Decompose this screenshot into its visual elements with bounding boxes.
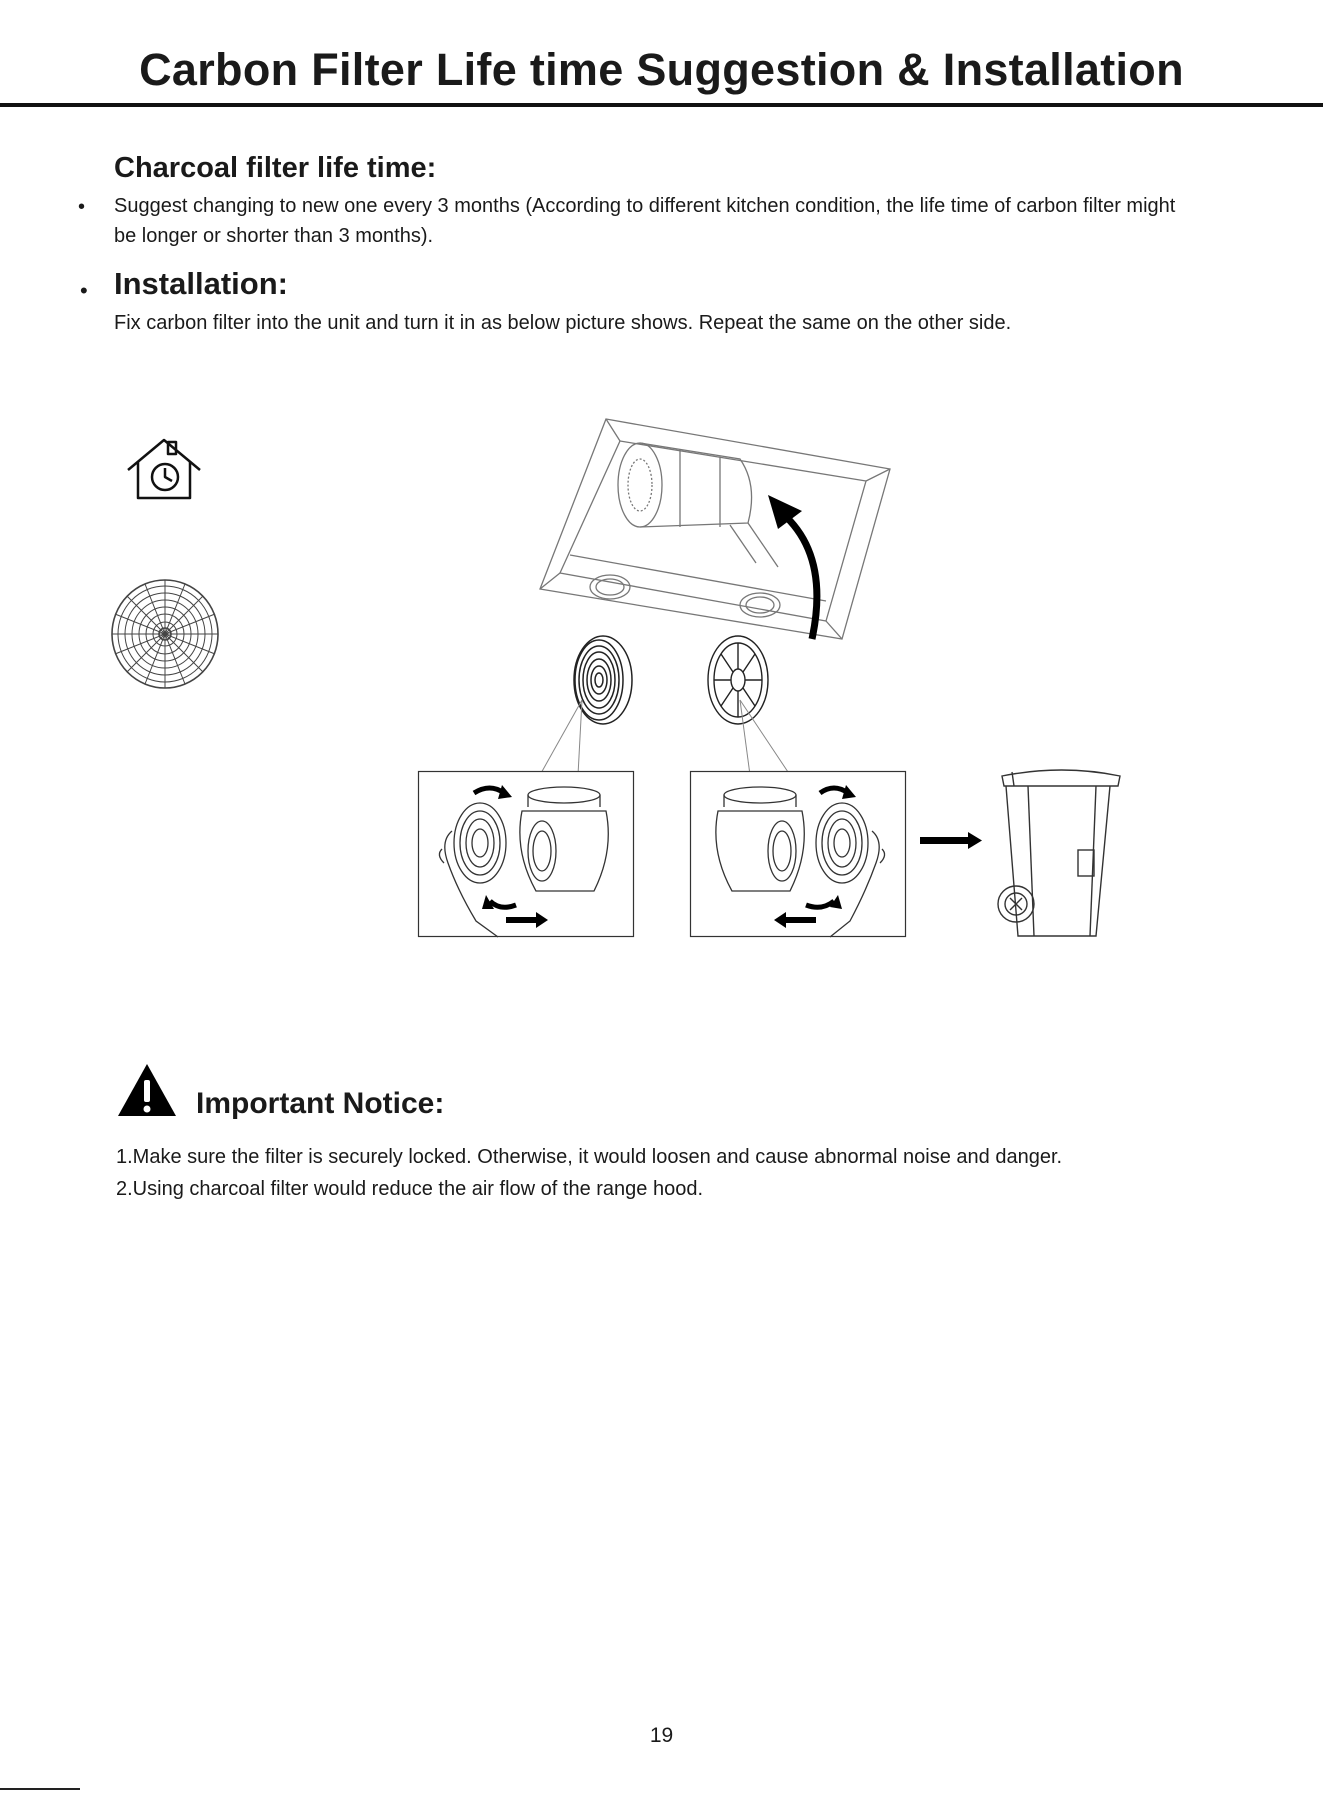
install-step-left bbox=[418, 771, 634, 937]
bullet-dot: • bbox=[78, 196, 86, 218]
life-time-heading: Charcoal filter life time: bbox=[114, 152, 437, 184]
installation-heading: Installation: bbox=[114, 266, 288, 301]
trash-bin-icon bbox=[992, 764, 1132, 944]
notice-item: 1.Make sure the filter is securely locked. Otherwise, it would loosen and cause abnormal noise and danger. bbox=[116, 1146, 1063, 1168]
corner-mark bbox=[0, 1788, 80, 1790]
notice-list bbox=[116, 1141, 1062, 1205]
bullet-dot: • bbox=[80, 278, 88, 303]
arrow-right-icon bbox=[920, 830, 984, 850]
round-grille-icon bbox=[110, 578, 220, 690]
warning-triangle-icon bbox=[116, 1062, 178, 1118]
leader-lines bbox=[500, 700, 820, 780]
page-number: 19 bbox=[649, 1724, 674, 1747]
notice-item: 2.Using charcoal filter would reduce the air flow of the range hood. bbox=[116, 1178, 704, 1200]
page-title: Carbon Filter Life time Suggestion & Installation bbox=[139, 44, 1184, 95]
title-divider bbox=[0, 103, 1323, 107]
range-hood-illustration bbox=[530, 415, 900, 645]
life-time-text: Suggest changing to new one every 3 months (According to different kitchen condition, the life time of carbon filter might be longer or shorter than 3 months). bbox=[114, 195, 1176, 247]
house-clock-icon bbox=[124, 436, 204, 502]
installation-text: Fix carbon filter into the unit and turn it in as below picture shows. Repeat the same on the other side. bbox=[114, 312, 1012, 334]
important-notice-heading: Important Notice: bbox=[196, 1087, 445, 1120]
install-step-right bbox=[690, 771, 906, 937]
